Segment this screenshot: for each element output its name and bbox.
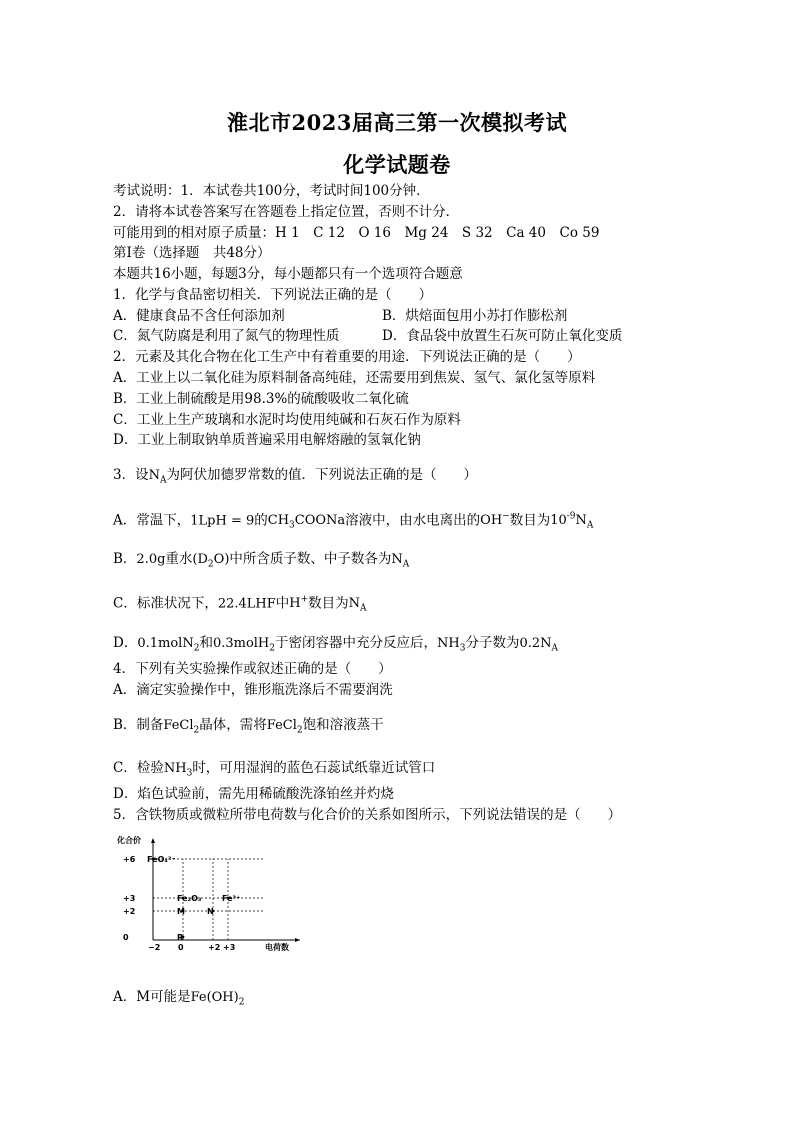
- q5-stem: 5．含铁物质或微粒所带电荷数与化合价的关系如图所示，下列说法错误的是（ ）: [113, 807, 622, 823]
- intro-line-3: 可能用到的相对原子质量：H 1 C 12 O 16 Mg 24 S 32 Ca 40 Co 59: [113, 225, 600, 241]
- intro-line-1: 考试说明：1．本试卷共100分，考试时间100分钟．: [113, 183, 430, 199]
- data-point-label: N: [207, 907, 214, 916]
- data-point-label: Fe³⁺: [222, 894, 241, 903]
- data-point-label: Fe₂O₃: [177, 894, 202, 903]
- q4-option-c: C．检验$NH_3$时，可用湿润的蓝色石蕊试纸靠近试管口: [113, 760, 436, 779]
- x-axis-arrow: [295, 938, 300, 942]
- q3-stem: 3．设$N_A$为阿伏加德罗常数的值．下列说法正确的是（ ）: [113, 467, 477, 486]
- q3-option-c: C．标准状况下，22.4LHF中H+数目为$N_A$: [113, 595, 367, 614]
- x-tick-label: −2: [148, 943, 161, 952]
- q1-option-d: D．食品袋中放置生石灰可防止氧化变质: [382, 328, 623, 344]
- instruction: 本题共16小题，每题3分，每小题都只有一个选项符合题意: [113, 266, 463, 282]
- x-tick-label: +2: [208, 943, 221, 952]
- q2-option-b: B．工业上制硫酸是用98.3%的硫酸吸收二氧化硫: [113, 391, 409, 407]
- q1-stem: 1．化学与食品密切相关．下列说法正确的是（ ）: [113, 287, 433, 303]
- q2-option-a: A．工业上以二氧化硅为原料制备高纯硅，还需要用到焦炭、氢气、氯化氢等原料: [113, 370, 596, 386]
- q2-option-d: D．工业上制取钠单质普遍采用电解熔融的氢氧化钠: [113, 432, 421, 448]
- x-tick-label: 0: [178, 943, 184, 952]
- part-heading: 第Ⅰ卷（选择题 共48分）: [113, 245, 271, 261]
- q1-option-a: A．健康食品不含任何添加剂: [113, 308, 285, 324]
- intro-line-2: 2．请将本试卷答案写在答题卷上指定位置，否则不计分．: [113, 204, 460, 220]
- data-point-label: FeO₄²⁻: [147, 855, 176, 864]
- exam-title: 淮北市2023届高三第一次模拟考试: [227, 110, 567, 135]
- q2-option-c: C．工业上生产玻璃和水泥时均使用纯碱和石灰石作为原料: [113, 412, 461, 428]
- y-tick-label: +3: [123, 894, 136, 903]
- q4-option-a: A．滴定实验操作中，锥形瓶洗涤后不需要润洗: [113, 682, 393, 698]
- valence-charge-chart: [115, 832, 305, 962]
- y-tick-label: +2: [123, 907, 136, 916]
- x-axis-label: 电荷数: [265, 943, 289, 952]
- q3-option-d: D．0.1molN$_2$和0.3molH$_2$于密闭容器中充分反应后，$NH_3$分子数为$0.2N_A$: [113, 635, 559, 654]
- y-axis-arrow: [151, 838, 155, 843]
- y-tick-label: +6: [123, 855, 136, 864]
- y-tick-label: 0: [123, 933, 129, 942]
- q4-stem: 4．下列有关实验操作或叙述正确的是（ ）: [113, 661, 392, 677]
- x-tick-label: +3: [223, 943, 236, 952]
- formula-na: $N_A$: [148, 468, 167, 486]
- exam-subtitle: 化学试题卷: [343, 152, 451, 177]
- q3-option-a: A．常温下，1LpH = 9的$CH_3COONa$溶液中，由水电离出的OH−数目为$10^{-9}N_A$: [113, 512, 594, 531]
- q4-option-d: D．焰色试验前，需先用稀硫酸洗涤铂丝并灼烧: [113, 786, 394, 802]
- data-point-label: R: [177, 933, 184, 942]
- q1-option-b: B．烘焙面包用小苏打作膨松剂: [382, 308, 568, 324]
- q2-stem: 2．元素及其化合物在化工生产中有着重要的用途．下列说法正确的是（ ）: [113, 349, 581, 365]
- q4-option-b: B．制备FeCl$_2$晶体，需将FeCl$_2$饱和溶液蒸干: [113, 717, 384, 736]
- q3-option-b: B．2.0g重水$(D_2O)$中所含质子数、中子数各为$N_A$: [113, 551, 410, 570]
- y-axis-label: 化合价: [117, 836, 141, 845]
- chart-layer: [116, 835, 300, 952]
- q1-option-c: C．氮气防腐是利用了氮气的物理性质: [113, 328, 340, 344]
- q5-option-a: A．M可能是$Fe(OH)_2$: [113, 989, 245, 1008]
- data-point-label: M: [177, 907, 185, 916]
